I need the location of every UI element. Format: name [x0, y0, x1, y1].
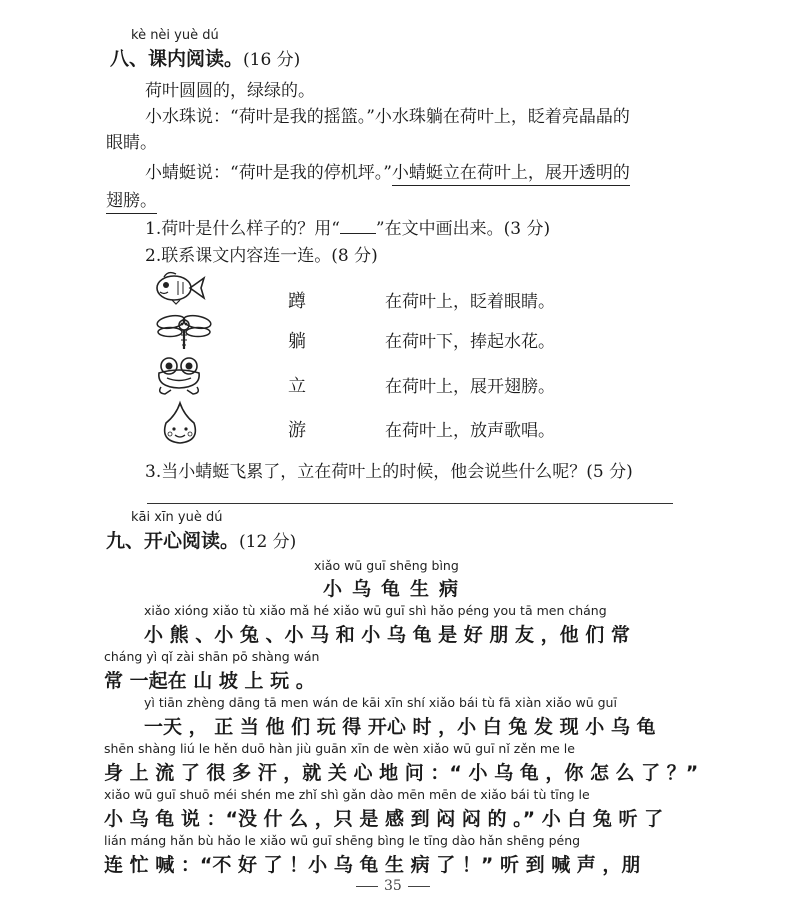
question-3: 3.当小蜻蜓飞累了，立在荷叶上的时候，他会说些什么呢？(5 分)	[145, 462, 633, 482]
question-1	[145, 214, 550, 239]
page-number-dash-right	[408, 886, 430, 887]
passage-line-4-underlined: 小蜻蜓立在荷叶上，展开透明的	[392, 163, 630, 186]
passage-line-5	[106, 186, 157, 211]
question-1-after: ”在文中画出来。(3 分)	[375, 219, 551, 239]
water-drop-icon	[160, 401, 200, 445]
story-line: 身 上 流 了 很 多 汗 ，就 关 心 地 问 ：“ 小 乌 龟 ，你 怎 么 了 ？”	[104, 762, 699, 784]
passage-line-4	[145, 158, 630, 183]
story-line: 常 一起在 山 坡 上 玩 。	[104, 670, 315, 692]
story-line: 连 忙 喊 ：“不 好 了 ！小 乌 龟 生 病 了 ！” 听 到 喊 声 ，朋	[104, 854, 641, 876]
story-line: 小 熊 、小 兔 、小 马 和 小 乌 龟 是 好 朋 友 ，他 们 常	[144, 624, 630, 646]
passage-line-1: 荷叶圆圆的，绿绿的。	[145, 81, 315, 101]
story-title-pinyin: xiǎo wū guī shēng bìng	[314, 558, 459, 573]
match-phrase[interactable]: 在荷叶下，捧起水花。	[385, 332, 555, 352]
story-line-pinyin: yì tiān zhèng dāng tā men wán de kāi xīn shí xiǎo bái tù fā xiàn xiǎo wū guī	[144, 695, 617, 710]
page-number-dash-left	[356, 886, 378, 887]
passage-line-3: 眼睛。	[106, 133, 157, 153]
section9-score: (12 分)	[239, 532, 297, 552]
match-verb[interactable]: 蹲	[288, 291, 306, 312]
story-line-pinyin: shēn shàng liú le hěn duō hàn jiù guān xīn de wèn xiǎo wū guī nǐ zěn me le	[104, 741, 575, 756]
story-line-pinyin: lián máng hǎn bù hǎo le xiǎo wū guī shēng bìng le tīng dào hǎn shēng péng	[104, 833, 581, 848]
match-verb[interactable]: 立	[288, 376, 306, 397]
section8-title: 八、课内阅读。	[110, 48, 244, 70]
answer-line[interactable]	[147, 503, 673, 504]
page-number-value: 35	[384, 878, 402, 894]
match-phrase[interactable]: 在荷叶上，眨着眼睛。	[385, 292, 555, 312]
section8-score: (16 分)	[243, 50, 301, 70]
match-phrase[interactable]: 在荷叶上，放声歌唱。	[385, 421, 555, 441]
frog-icon	[155, 357, 205, 397]
answer-blank[interactable]	[340, 219, 376, 234]
story-line-pinyin: xiǎo xióng xiǎo tù xiǎo mǎ hé xiǎo wū guī shì hǎo péng you tā men cháng	[144, 603, 607, 618]
section8-heading	[110, 44, 300, 71]
question-2: 2.联系课文内容连一连。(8 分)	[145, 246, 378, 266]
dragonfly-icon	[155, 311, 213, 351]
story-title: 小乌龟生病	[323, 578, 469, 600]
section9-pinyin: kāi xīn yuè dú	[131, 510, 223, 525]
question-1-before: 1.荷叶是什么样子的？用“	[145, 219, 340, 239]
story-line-pinyin: cháng yì qǐ zài shān pō shàng wán	[104, 649, 320, 664]
match-verb[interactable]: 游	[288, 420, 306, 441]
page-number	[350, 878, 436, 894]
passage-line-4-plain: 小蜻蜓说：“荷叶是我的停机坪。”	[145, 163, 392, 183]
match-phrase[interactable]: 在荷叶上，展开翅膀。	[385, 377, 555, 397]
match-verb[interactable]: 躺	[288, 331, 306, 352]
story-line: 小 乌 龟 说 ：“没 什 么 ，只 是 感 到 闷 闷 的 。” 小 白 兔 听 了	[104, 808, 664, 830]
section9-heading	[106, 526, 296, 553]
passage-line-5-underlined: 翅膀。	[106, 191, 157, 214]
story-line-pinyin: xiǎo wū guī shuō méi shén me zhǐ shì gǎn dào mēn mēn de xiǎo bái tù tīng le	[104, 787, 590, 802]
section8-pinyin: kè nèi yuè dú	[131, 28, 219, 43]
story-line: 一天 ， 正 当 他 们 玩 得 开心 时 ，小 白 兔 发 现 小 乌 龟	[144, 716, 656, 738]
fish-icon	[154, 268, 208, 304]
passage-line-2: 小水珠说：“荷叶是我的摇篮。”小水珠躺在荷叶上，眨着亮晶晶的	[145, 107, 630, 127]
section9-title: 九、开心阅读。	[106, 530, 240, 552]
